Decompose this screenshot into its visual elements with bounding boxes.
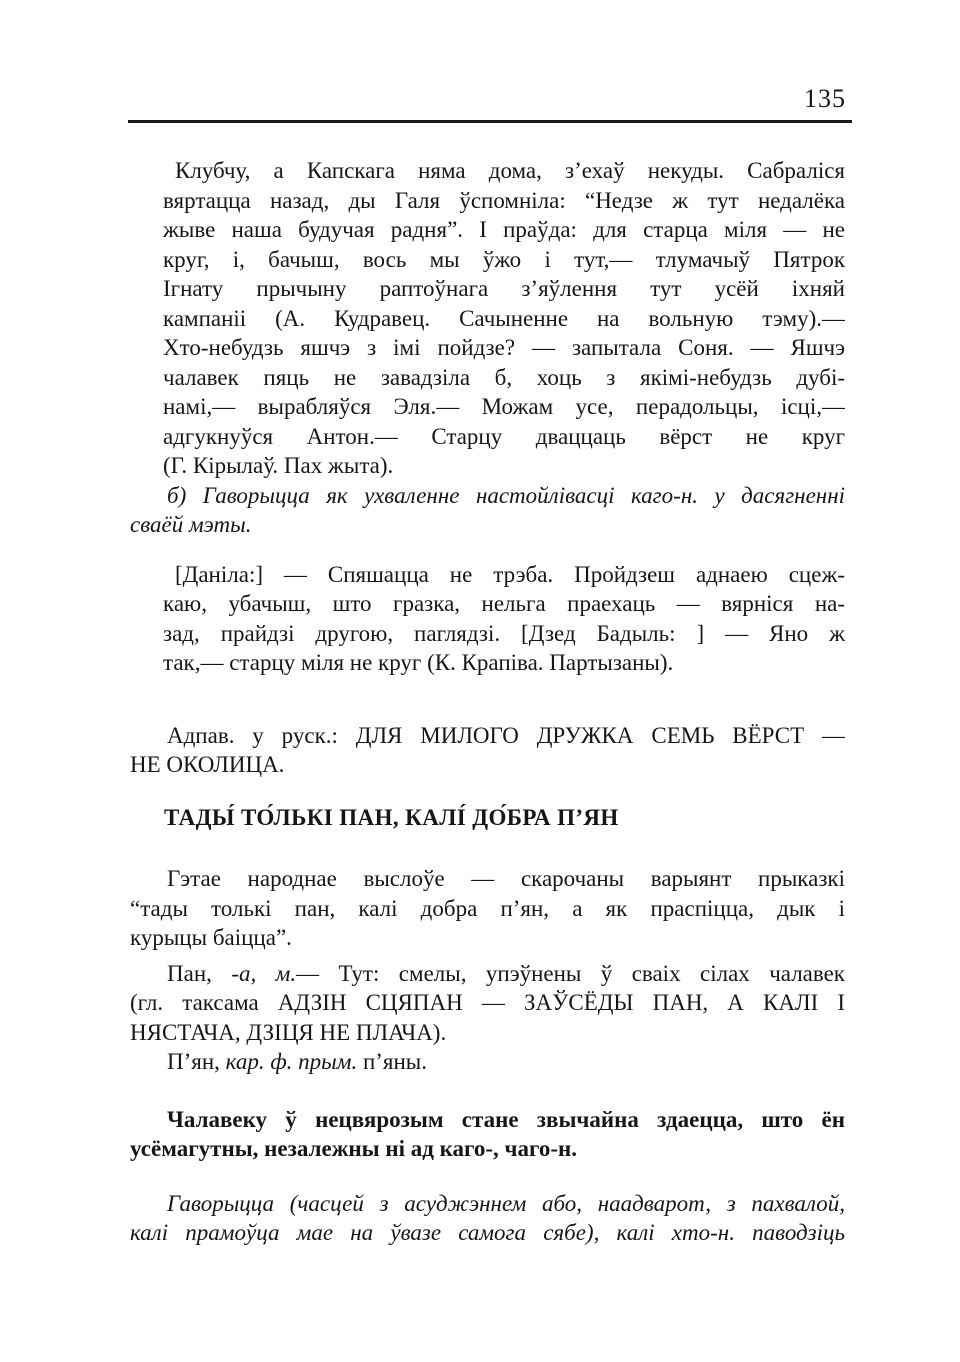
text-line bbox=[163, 619, 845, 649]
text-segment: Ігнату прычыну раптоўнага з’яўлення тут усёй іхняй bbox=[163, 276, 845, 301]
text-segment: зад, прайдзі другою, паглядзі. [Дзед Бадыль: ] — Яно ж bbox=[163, 620, 845, 646]
text-segment: каю, убачыш, што гразка, нельга праехаць — вярніся на- bbox=[163, 591, 845, 616]
text-line bbox=[163, 589, 845, 619]
text-line bbox=[130, 1189, 845, 1219]
text-line bbox=[163, 422, 845, 452]
text-line bbox=[163, 186, 845, 216]
text-line bbox=[130, 894, 845, 924]
text-line bbox=[163, 333, 845, 363]
text-segment: так,— старцу міля не круг (К. Крапіва. Партызаны). bbox=[163, 650, 674, 675]
text-line bbox=[130, 1047, 845, 1077]
text-segment: усёмагутны, незалежны ні ад каго-, чаго-н. bbox=[130, 1136, 578, 1161]
page-body bbox=[130, 156, 845, 1248]
text-line bbox=[163, 245, 845, 275]
text-segment: НЕ ОКОЛИЦА. bbox=[130, 752, 285, 777]
paragraph-7 bbox=[130, 959, 845, 1048]
text-line bbox=[163, 304, 845, 334]
text-line bbox=[163, 648, 845, 678]
paragraph-3 bbox=[163, 560, 845, 678]
text-line bbox=[163, 274, 845, 304]
text-segment: Гаворыцца (часцей з асуджэннем або, наадварот, з пахвалой, bbox=[167, 1190, 845, 1216]
text-segment: чалавек пяць не завадзіла б, хоць з якімі-небудзь дубі- bbox=[163, 364, 845, 390]
text-line bbox=[130, 959, 845, 989]
text-line bbox=[130, 1018, 845, 1048]
text-line bbox=[130, 481, 845, 511]
text-segment: НЯСТАЧА, ДЗІЦЯ НЕ ПЛАЧА). bbox=[130, 1019, 447, 1045]
text-segment: Пан, bbox=[167, 960, 232, 986]
text-segment: б) Гаворыцца як ухваленне настойлівасці каго-н. у дасягненні bbox=[167, 482, 845, 508]
text-line bbox=[163, 560, 845, 590]
text-segment: адгукнуўся Антон.— Старцу дваццаць вёрст не круг bbox=[163, 423, 845, 449]
paragraph-1 bbox=[163, 156, 845, 481]
text-segment: кампаніі (А. Кудравец. Сачыненне на вольную тэму).— bbox=[163, 305, 845, 331]
text-line bbox=[130, 750, 845, 780]
text-line bbox=[130, 1218, 845, 1248]
text-segment: п’яны. bbox=[357, 1049, 428, 1074]
text-segment: [Даніла:] — Спяшацца не трэба. Пройдзеш аднаею сцеж- bbox=[175, 561, 845, 587]
header-rule bbox=[128, 120, 852, 123]
text-segment: -а, м. bbox=[231, 960, 297, 986]
text-line bbox=[130, 1105, 845, 1135]
text-line bbox=[163, 363, 845, 393]
text-segment: Гэтае народнае выслоўе — скарочаны варыянт прыказкі bbox=[167, 866, 845, 891]
text-segment: Чалавеку ў нецвярозым стане звычайна здаецца, што ён bbox=[167, 1106, 845, 1132]
paragraph-9 bbox=[130, 1105, 845, 1164]
paragraph-10 bbox=[130, 1189, 845, 1248]
text-line bbox=[163, 392, 845, 422]
text-segment: намі,— вырабляўся Эля.— Можам усе, перадольцы, ісці,— bbox=[163, 394, 845, 419]
entry-heading bbox=[164, 803, 845, 833]
text-segment: П’ян, bbox=[167, 1049, 226, 1074]
page-number: 135 bbox=[804, 84, 846, 113]
text-segment: вяртацца назад, ды Галя ўспомніла: “Недзе ж тут недалёка bbox=[163, 187, 845, 213]
text-line bbox=[163, 451, 845, 481]
text-line bbox=[163, 215, 845, 245]
text-segment: кар. ф. прым. bbox=[225, 1049, 358, 1074]
text-line bbox=[130, 510, 845, 540]
text-segment: курыцы баіцца”. bbox=[130, 925, 292, 950]
paragraph-2 bbox=[130, 481, 845, 540]
text-segment: Хто-небудзь яшчэ з імі пойдзе? — запытала Соня. — Яшчэ bbox=[163, 335, 845, 360]
text-segment: (гл. таксама АДЗІН СЦЯПАН — ЗАЎСЁДЫ ПАН, А КАЛІ І bbox=[130, 990, 845, 1015]
text-line bbox=[163, 156, 845, 186]
text-line bbox=[164, 803, 845, 833]
text-line bbox=[130, 1134, 845, 1164]
paragraph-4 bbox=[130, 721, 845, 780]
paragraph-6 bbox=[130, 864, 845, 953]
text-line bbox=[130, 864, 845, 894]
text-segment: сваёй мэты. bbox=[130, 512, 252, 537]
paragraph-8 bbox=[130, 1047, 845, 1077]
text-segment: — Тут: смелы, упэўнены ў сваіх сілах чалавек bbox=[296, 960, 845, 986]
text-line bbox=[130, 988, 845, 1018]
text-segment: круг, і, бачыш, вось мы ўжо і тут,— тлумачыў Пятрок bbox=[163, 246, 845, 272]
text-segment: (Г. Кірылаў. Пах жыта). bbox=[163, 453, 394, 478]
text-line bbox=[130, 721, 845, 751]
text-line bbox=[130, 923, 845, 953]
text-segment: Адпав. у руск.: ДЛЯ МИЛОГО ДРУЖКА СЕМЬ ВЁРСТ — bbox=[167, 722, 845, 748]
text-segment: жыве наша будучая радня”. І праўда: для старца міля — не bbox=[163, 217, 845, 242]
text-segment: ТАДЫ́ ТО́ЛЬКІ ПАН, КАЛІ́ ДО́БРА П’ЯН bbox=[164, 804, 619, 830]
text-segment: калі прамоўца мае на ўвазе самога сябе), калі хто-н. паводзіць bbox=[130, 1220, 845, 1245]
text-segment: “тады толькі пан, калі добра п’ян, а як праспіцца, дык і bbox=[130, 895, 845, 921]
text-segment: Клубчу, а Капскага няма дома, з’ехаў некуды. Сабраліся bbox=[175, 158, 845, 183]
